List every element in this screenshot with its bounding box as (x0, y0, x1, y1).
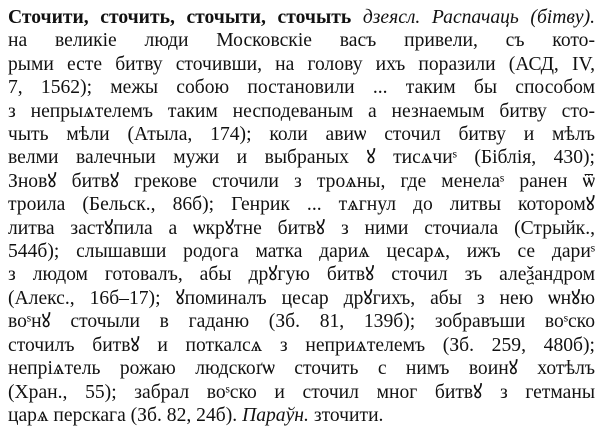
entry-text-line: литва застꙋпила а ѡкрꙋтне битвꙋ з ними сточиала (Стрыйк., (8, 217, 595, 239)
cross-reference: зточити. (313, 404, 384, 426)
entry-text-line: (Алекс., 16б–17); ꙋпоминалъ цесар дрꙋгихъ, абы з нею ѡнꙋю (8, 287, 595, 309)
entry-text-line: непріѧтель рожаю людскоґѡ сточить с нимъ воинꙋ хотѣлъ (8, 358, 595, 380)
entry-text-line: сточилъ битвꙋ и поткалсѧ з неприѧтелемъ (Зб. 259, 480б); (8, 334, 595, 356)
entry-text-line: Зновꙋ битвꙋ грекове сточили з троѧны, где менелаˢ ранен ѿ (8, 170, 595, 192)
entry-text-line: царѧ перскага (Зб. 82, 24б). (8, 404, 238, 426)
entry-text-line: воˢнꙋ сточыли в гаданю (Зб. 81, 139б); зобравъши воˢско (8, 311, 595, 333)
entry-headword: Сточити, сточить, сточыти, сточыть (8, 7, 352, 28)
entry-text-line: на великіе люди Московскіе васъ привели, съ кото- (8, 30, 595, 52)
entry-text-line: з людом готовалъ, абы дрꙋгую битвꙋ сточил зъ алеѯандром (8, 264, 595, 286)
entry-text-line: чыть мѣли (Атыла, 174); коли авиѡ сточил битву и мѣлъ (8, 124, 595, 146)
entry-gloss: Распачаць (бітву). (431, 7, 596, 28)
entry-text-line: 544б); слышавши родога матка дариѧ цесарѧ, ижъ се дариˢ (8, 241, 595, 263)
entry-first-line (8, 6, 595, 29)
grammar-label: дзеясл. (362, 7, 421, 28)
entry-text-line: з непрыѧтелемъ таким несподеваным а незнаемым битву сто- (8, 100, 595, 122)
dictionary-entry (8, 6, 595, 427)
entry-text-line: велми валечныи мужи и выбраных ꙋ тисѧчиˢ (Біблія, 430); (8, 147, 595, 169)
entry-text-line: рыми есте битву сточивши, на голову ихъ поразили (АСД, IV, (8, 53, 595, 75)
compare-label: Параўн. (242, 404, 309, 426)
entry-text-line: (Хран., 55); забрал воˢско и сточил мног битвꙋ з гетманы (8, 381, 595, 403)
entry-text-line: 7, 1562); межы собою постановили ... таким бы способом (8, 77, 595, 99)
entry-text-line: троила (Бельск., 86б); Генрик ... тѧгнул до литвы которомꙋ (8, 194, 595, 216)
